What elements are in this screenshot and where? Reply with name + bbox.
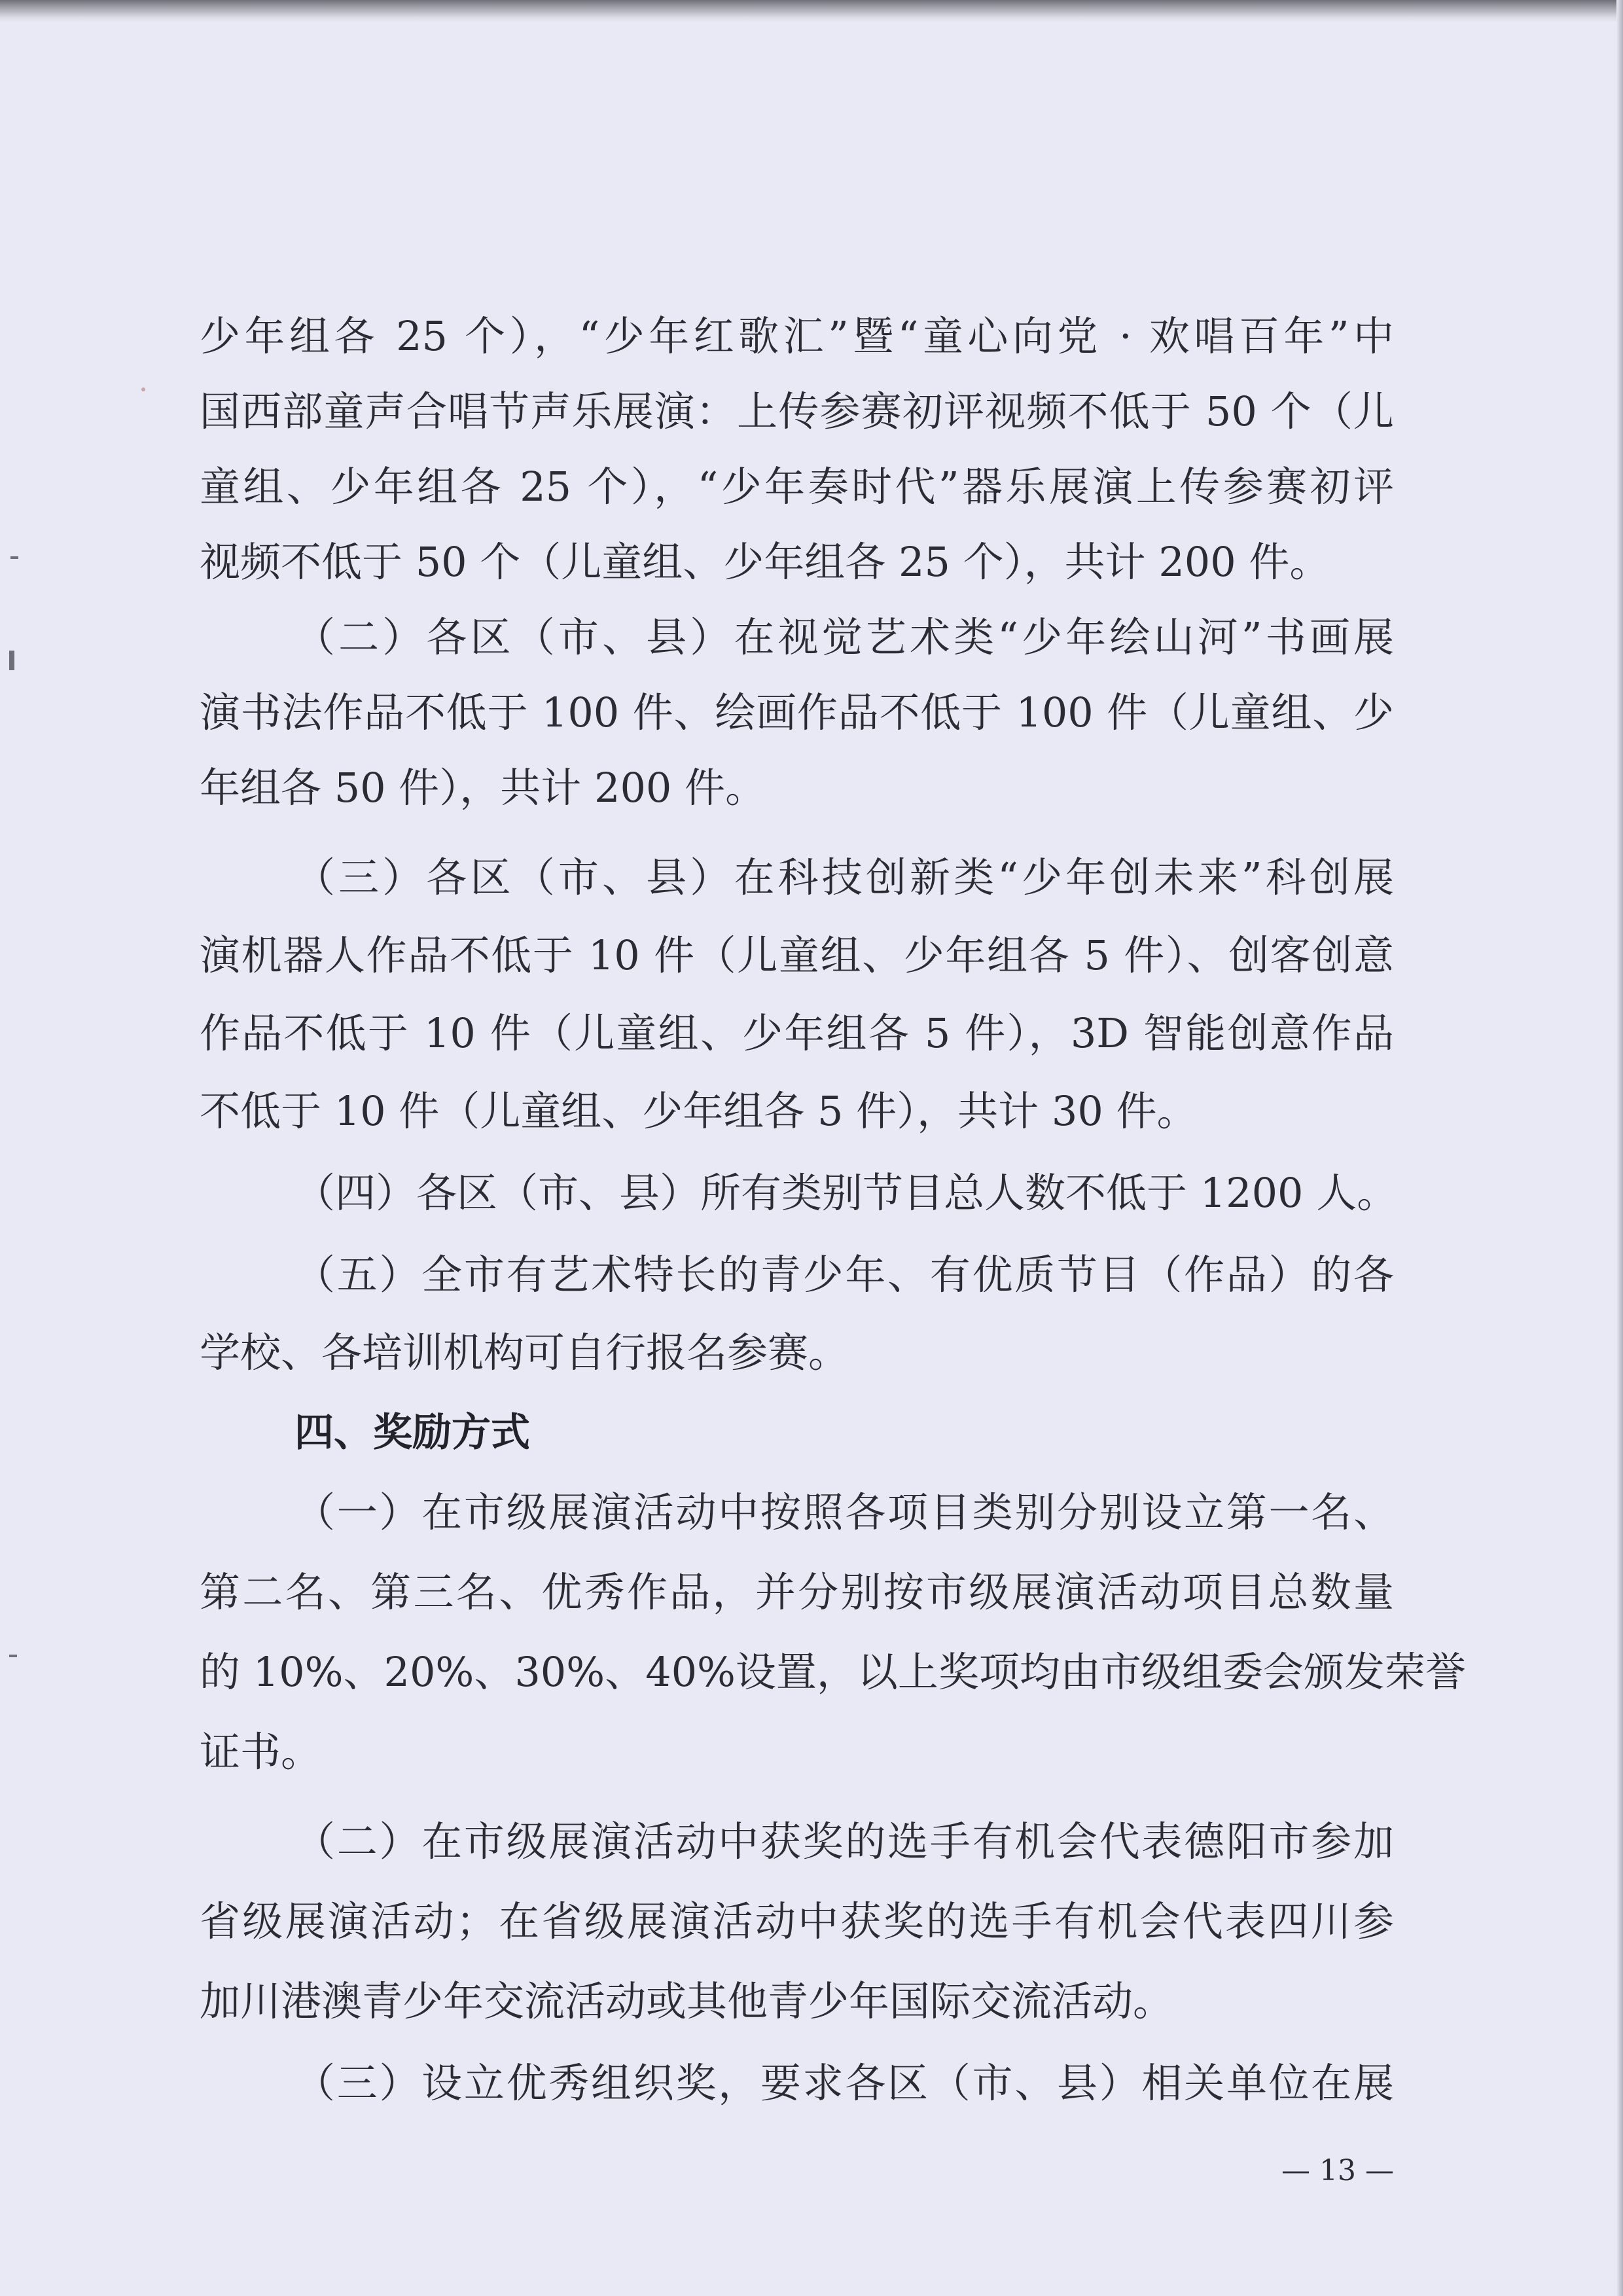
scan-mark: [9, 651, 14, 670]
body-text-line: 演机器人作品不低于 10 件（儿童组、少年组各 5 件）、创客创意: [200, 931, 1394, 979]
paragraph-3-line: （三）各区（市、县）在科技创新类“少年创未来”科创展: [294, 853, 1394, 901]
body-text-line: 视频不低于 50 个（儿童组、少年组各 25 个），共计 200 件。: [200, 538, 1330, 586]
body-text-line: 年组各 50 件），共计 200 件。: [200, 764, 766, 812]
reward-item-2-line: （二）在市级展演活动中获奖的选手有机会代表德阳市参加: [294, 1818, 1394, 1865]
body-text-line: 的 10%、20%、30%、40%设置，以上奖项均由市级组委会颁发荣誉: [200, 1648, 1466, 1696]
page-number: — 13 —: [1281, 2154, 1394, 2187]
body-text-line: 学校、各培训机构可自行报名参赛。: [200, 1329, 849, 1376]
reward-item-1-line: （一）在市级展演活动中按照各项目类别分别设立第一名、: [294, 1488, 1394, 1536]
body-text-line: 作品不低于 10 件（儿童组、少年组各 5 件），3D 智能创意作品: [200, 1009, 1394, 1057]
body-text-line: 国西部童声合唱节声乐展演：上传参赛初评视频不低于 50 个（儿: [200, 387, 1394, 435]
scan-mark: [141, 387, 145, 391]
scan-mark: [10, 556, 18, 559]
scan-top-edge: [0, 0, 1623, 22]
section-heading: 四、奖励方式: [294, 1410, 530, 1456]
paragraph-2-line: （二）各区（市、县）在视觉艺术类“少年绘山河”书画展: [294, 613, 1394, 661]
body-text-line: 童组、少年组各 25 个），“少年奏时代”器乐展演上传参赛初评: [200, 463, 1394, 511]
reward-item-3-line: （三）设立优秀组织奖，要求各区（市、县）相关单位在展: [294, 2059, 1394, 2107]
body-text-line: 少年组各 25 个），“少年红歌汇”暨“童心向党 · 欢唱百年”中: [200, 312, 1394, 360]
body-text-line: 加川港澳青少年交流活动或其他青少年国际交流活动。: [200, 1977, 1174, 2025]
body-text-line: 演书法作品不低于 100 件、绘画作品不低于 100 件（儿童组、少: [200, 689, 1394, 736]
body-text-line: 证书。: [200, 1728, 322, 1776]
scan-mark: [9, 1655, 17, 1657]
paragraph-4-line: （四）各区（市、县）所有类别节目总人数不低于 1200 人。: [294, 1169, 1398, 1217]
scan-right-edge: [1616, 0, 1623, 2296]
body-text-line: 不低于 10 件（儿童组、少年组各 5 件），共计 30 件。: [200, 1087, 1198, 1135]
body-text-line: 省级展演活动；在省级展演活动中获奖的选手有机会代表四川参: [200, 1897, 1394, 1945]
body-text-line: 第二名、第三名、优秀作品，并分别按市级展演活动项目总数量: [200, 1568, 1394, 1616]
paragraph-5-line: （五）全市有艺术特长的青少年、有优质节目（作品）的各: [294, 1251, 1394, 1299]
